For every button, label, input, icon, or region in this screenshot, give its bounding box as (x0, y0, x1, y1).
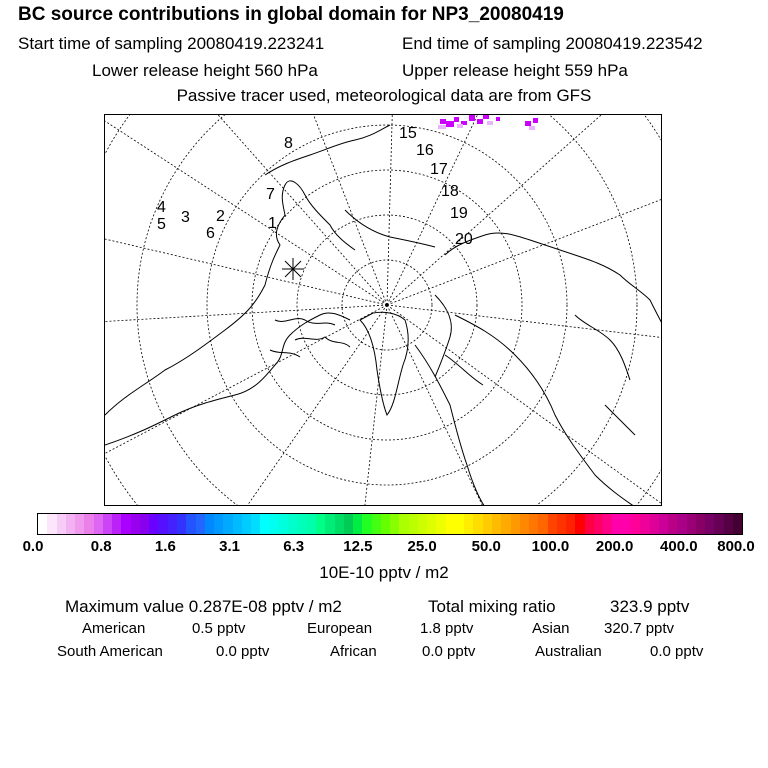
colorbar-cell (288, 514, 297, 534)
maximum-value: Maximum value 0.287E-08 pptv / m2 (65, 597, 342, 616)
colorbar-cell (344, 514, 353, 534)
colorbar-tick-label: 800.0 (717, 538, 755, 555)
colorbar-cell (158, 514, 167, 534)
trajectory-label: 5 (157, 216, 166, 233)
total-mixing-ratio-value: 323.9 pptv (610, 597, 690, 616)
north-america-coast (105, 181, 355, 415)
colorbar-tick-label: 25.0 (407, 538, 437, 555)
plume-cell (477, 119, 483, 124)
colorbar-cell (668, 514, 677, 534)
colorbar-cell (520, 514, 529, 534)
colorbar-cell (390, 514, 399, 534)
colorbar-cell (631, 514, 640, 534)
source-asian-value: 320.7 pptv (604, 620, 675, 637)
plume-cell (525, 121, 531, 126)
colorbar-cell (307, 514, 316, 534)
colorbar-tick-label: 50.0 (471, 538, 501, 555)
plume-cell (446, 121, 454, 127)
plume-cell (496, 117, 500, 121)
colorbar-cell (696, 514, 705, 534)
colorbar-cell (724, 514, 733, 534)
source-australian-value: 0.0 pptv (650, 643, 704, 660)
colorbar-cell (38, 514, 47, 534)
colorbar-cell (233, 514, 242, 534)
colorbar-cell (714, 514, 723, 534)
colorbar-cell (196, 514, 205, 534)
colorbar-cell (659, 514, 668, 534)
colorbar-cell (409, 514, 418, 534)
source-american-name: American (82, 620, 146, 637)
colorbar-cell (492, 514, 501, 534)
asia-coast (445, 233, 662, 325)
colorbar-cell (381, 514, 390, 534)
colorbar-cell (214, 514, 223, 534)
trajectory-labels (157, 125, 473, 248)
meridian-line (387, 175, 662, 305)
colorbar-tick-label: 400.0 (660, 538, 698, 555)
colorbar-cell (47, 514, 56, 534)
meridian-line (105, 305, 387, 325)
trajectory-label: 16 (416, 142, 434, 159)
meridian-line (105, 115, 387, 305)
greenland-coast (360, 312, 408, 415)
colorbar-cell (103, 514, 112, 534)
colorbar-cell (186, 514, 195, 534)
colorbar-cell (57, 514, 66, 534)
colorbar-cell (66, 514, 75, 534)
source-european-value: 1.8 pptv (420, 620, 474, 637)
scandinavia-coast (435, 295, 451, 377)
colorbar-cell (399, 514, 408, 534)
colorbar-cell (575, 514, 584, 534)
source-south-american-value: 0.0 pptv (216, 643, 270, 660)
source-asian-name: Asian (532, 620, 570, 637)
colorbar-cell (473, 514, 482, 534)
colorbar-cell (149, 514, 158, 534)
plume-cell (438, 125, 446, 129)
start-time: Start time of sampling 20080419.223241 (18, 34, 325, 53)
colorbar-cell (270, 514, 279, 534)
colorbar-cell (94, 514, 103, 534)
trajectory-label: 8 (284, 135, 293, 152)
colorbar-cell (353, 514, 362, 534)
source-european-name: European (307, 620, 373, 637)
colorbar-cell (75, 514, 84, 534)
coastlines (105, 125, 662, 506)
colorbar-cell (511, 514, 520, 534)
colorbar-cell (705, 514, 714, 534)
colorbar-cell (603, 514, 612, 534)
release-marker (282, 258, 304, 280)
plume-cell (529, 126, 535, 130)
plume-cell (454, 117, 459, 122)
colorbar-cell (464, 514, 473, 534)
colorbar-cell (205, 514, 214, 534)
tracer-note: Passive tracer used, meteorological data are from GFS (176, 86, 592, 105)
colorbar-cell (594, 514, 603, 534)
colorbar-cell (168, 514, 177, 534)
colorbar-cell (622, 514, 631, 534)
plot-title: BC source contributions in global domain for NP3_20080419 (18, 4, 564, 25)
trajectory-label: 15 (399, 125, 417, 142)
meridian-line (387, 115, 395, 305)
colorbar-cell (650, 514, 659, 534)
colorbar-cell (538, 514, 547, 534)
meridian-line (387, 305, 662, 506)
north-america-coast-2 (105, 313, 350, 445)
colorbar-cell (557, 514, 566, 534)
trajectory-label: 19 (450, 205, 468, 222)
colorbar-cell (84, 514, 93, 534)
colorbar-cell (325, 514, 334, 534)
meridian-line (355, 305, 387, 506)
upper-release-height: Upper release height 559 hPa (402, 61, 628, 80)
trajectory-label: 20 (455, 231, 473, 248)
colorbar-cell (446, 514, 455, 534)
colorbar-cell (140, 514, 149, 534)
colorbar-ticks (0, 538, 768, 558)
colorbar-cell (733, 514, 742, 534)
plume-cell (487, 121, 493, 125)
plume-cell (469, 115, 475, 121)
colorbar-tick-label: 12.5 (343, 538, 373, 555)
colorbar-cell (612, 514, 621, 534)
colorbar-tick-label: 0.8 (90, 538, 112, 555)
trajectory-label: 4 (157, 199, 166, 216)
latitude-circle-30 (105, 115, 662, 506)
source-african-value: 0.0 pptv (422, 643, 476, 660)
plume-cell (440, 119, 446, 124)
plume-cell (483, 115, 489, 119)
meridian-line (185, 305, 387, 506)
colorbar-cell (566, 514, 575, 534)
colorbar-cell (455, 514, 464, 534)
colorbar-cell (687, 514, 696, 534)
colorbar-cell (279, 514, 288, 534)
colorbar-units: 10E-10 pptv / m2 (319, 563, 449, 582)
colorbar-cell (131, 514, 140, 534)
colorbar-cell (418, 514, 427, 534)
colorbar-cell (483, 514, 492, 534)
colorbar-cell (260, 514, 269, 534)
colorbar-cell (297, 514, 306, 534)
plume-cell (457, 124, 463, 128)
total-mixing-ratio-label: Total mixing ratio (428, 597, 556, 616)
trajectory-label: 7 (266, 186, 275, 203)
colorbar-cell (177, 514, 186, 534)
meridian-line (165, 115, 387, 305)
colorbar-cell (251, 514, 260, 534)
trajectory-label: 2 (216, 208, 225, 225)
colorbar-tick-label: 100.0 (531, 538, 570, 555)
asia-coast-2 (455, 315, 635, 506)
trajectory-label: 6 (206, 225, 215, 242)
meridian-line (105, 305, 387, 485)
colorbar-cell (501, 514, 510, 534)
trajectory-label: 1 (268, 215, 277, 232)
colorbar-cell (372, 514, 381, 534)
colorbar (37, 513, 743, 535)
colorbar-cell (677, 514, 686, 534)
colorbar-cell (548, 514, 557, 534)
colorbar-tick-label: 6.3 (283, 538, 305, 555)
colorbar-cell (121, 514, 130, 534)
colorbar-cell (242, 514, 251, 534)
meridian-line (387, 305, 662, 345)
map-panel (104, 114, 662, 506)
trajectory-label: 18 (441, 183, 459, 200)
polar-map (105, 115, 662, 506)
colorbar-cell (112, 514, 121, 534)
trajectory-label: 3 (181, 209, 190, 226)
plume-cell (533, 118, 538, 123)
siberian-coast (345, 210, 435, 247)
europe-coast (415, 345, 485, 506)
lower-release-height: Lower release height 560 hPa (92, 61, 318, 80)
end-time: End time of sampling 20080419.223542 (402, 34, 703, 53)
source-african-name: African (330, 643, 377, 660)
colorbar-tick-label: 0.0 (22, 538, 44, 555)
colorbar-tick-label: 1.6 (154, 538, 176, 555)
colorbar-cell (427, 514, 436, 534)
colorbar-tick-label: 3.1 (219, 538, 240, 555)
colorbar-cell (316, 514, 325, 534)
trajectory-label: 17 (430, 161, 448, 178)
colorbar-cell (362, 514, 371, 534)
colorbar-cell (223, 514, 232, 534)
colorbar-cell (640, 514, 649, 534)
colorbar-cell (529, 514, 538, 534)
latitude-circle-40 (137, 115, 637, 506)
colorbar-cell (585, 514, 594, 534)
graticule (105, 115, 662, 506)
colorbar-cell (436, 514, 445, 534)
source-south-american-name: South American (57, 643, 163, 660)
meridian-line (105, 225, 387, 305)
colorbar-tick-label: 200.0 (595, 538, 634, 555)
source-american-value: 0.5 pptv (192, 620, 246, 637)
colorbar-cell (335, 514, 344, 534)
source-australian-name: Australian (535, 643, 602, 660)
